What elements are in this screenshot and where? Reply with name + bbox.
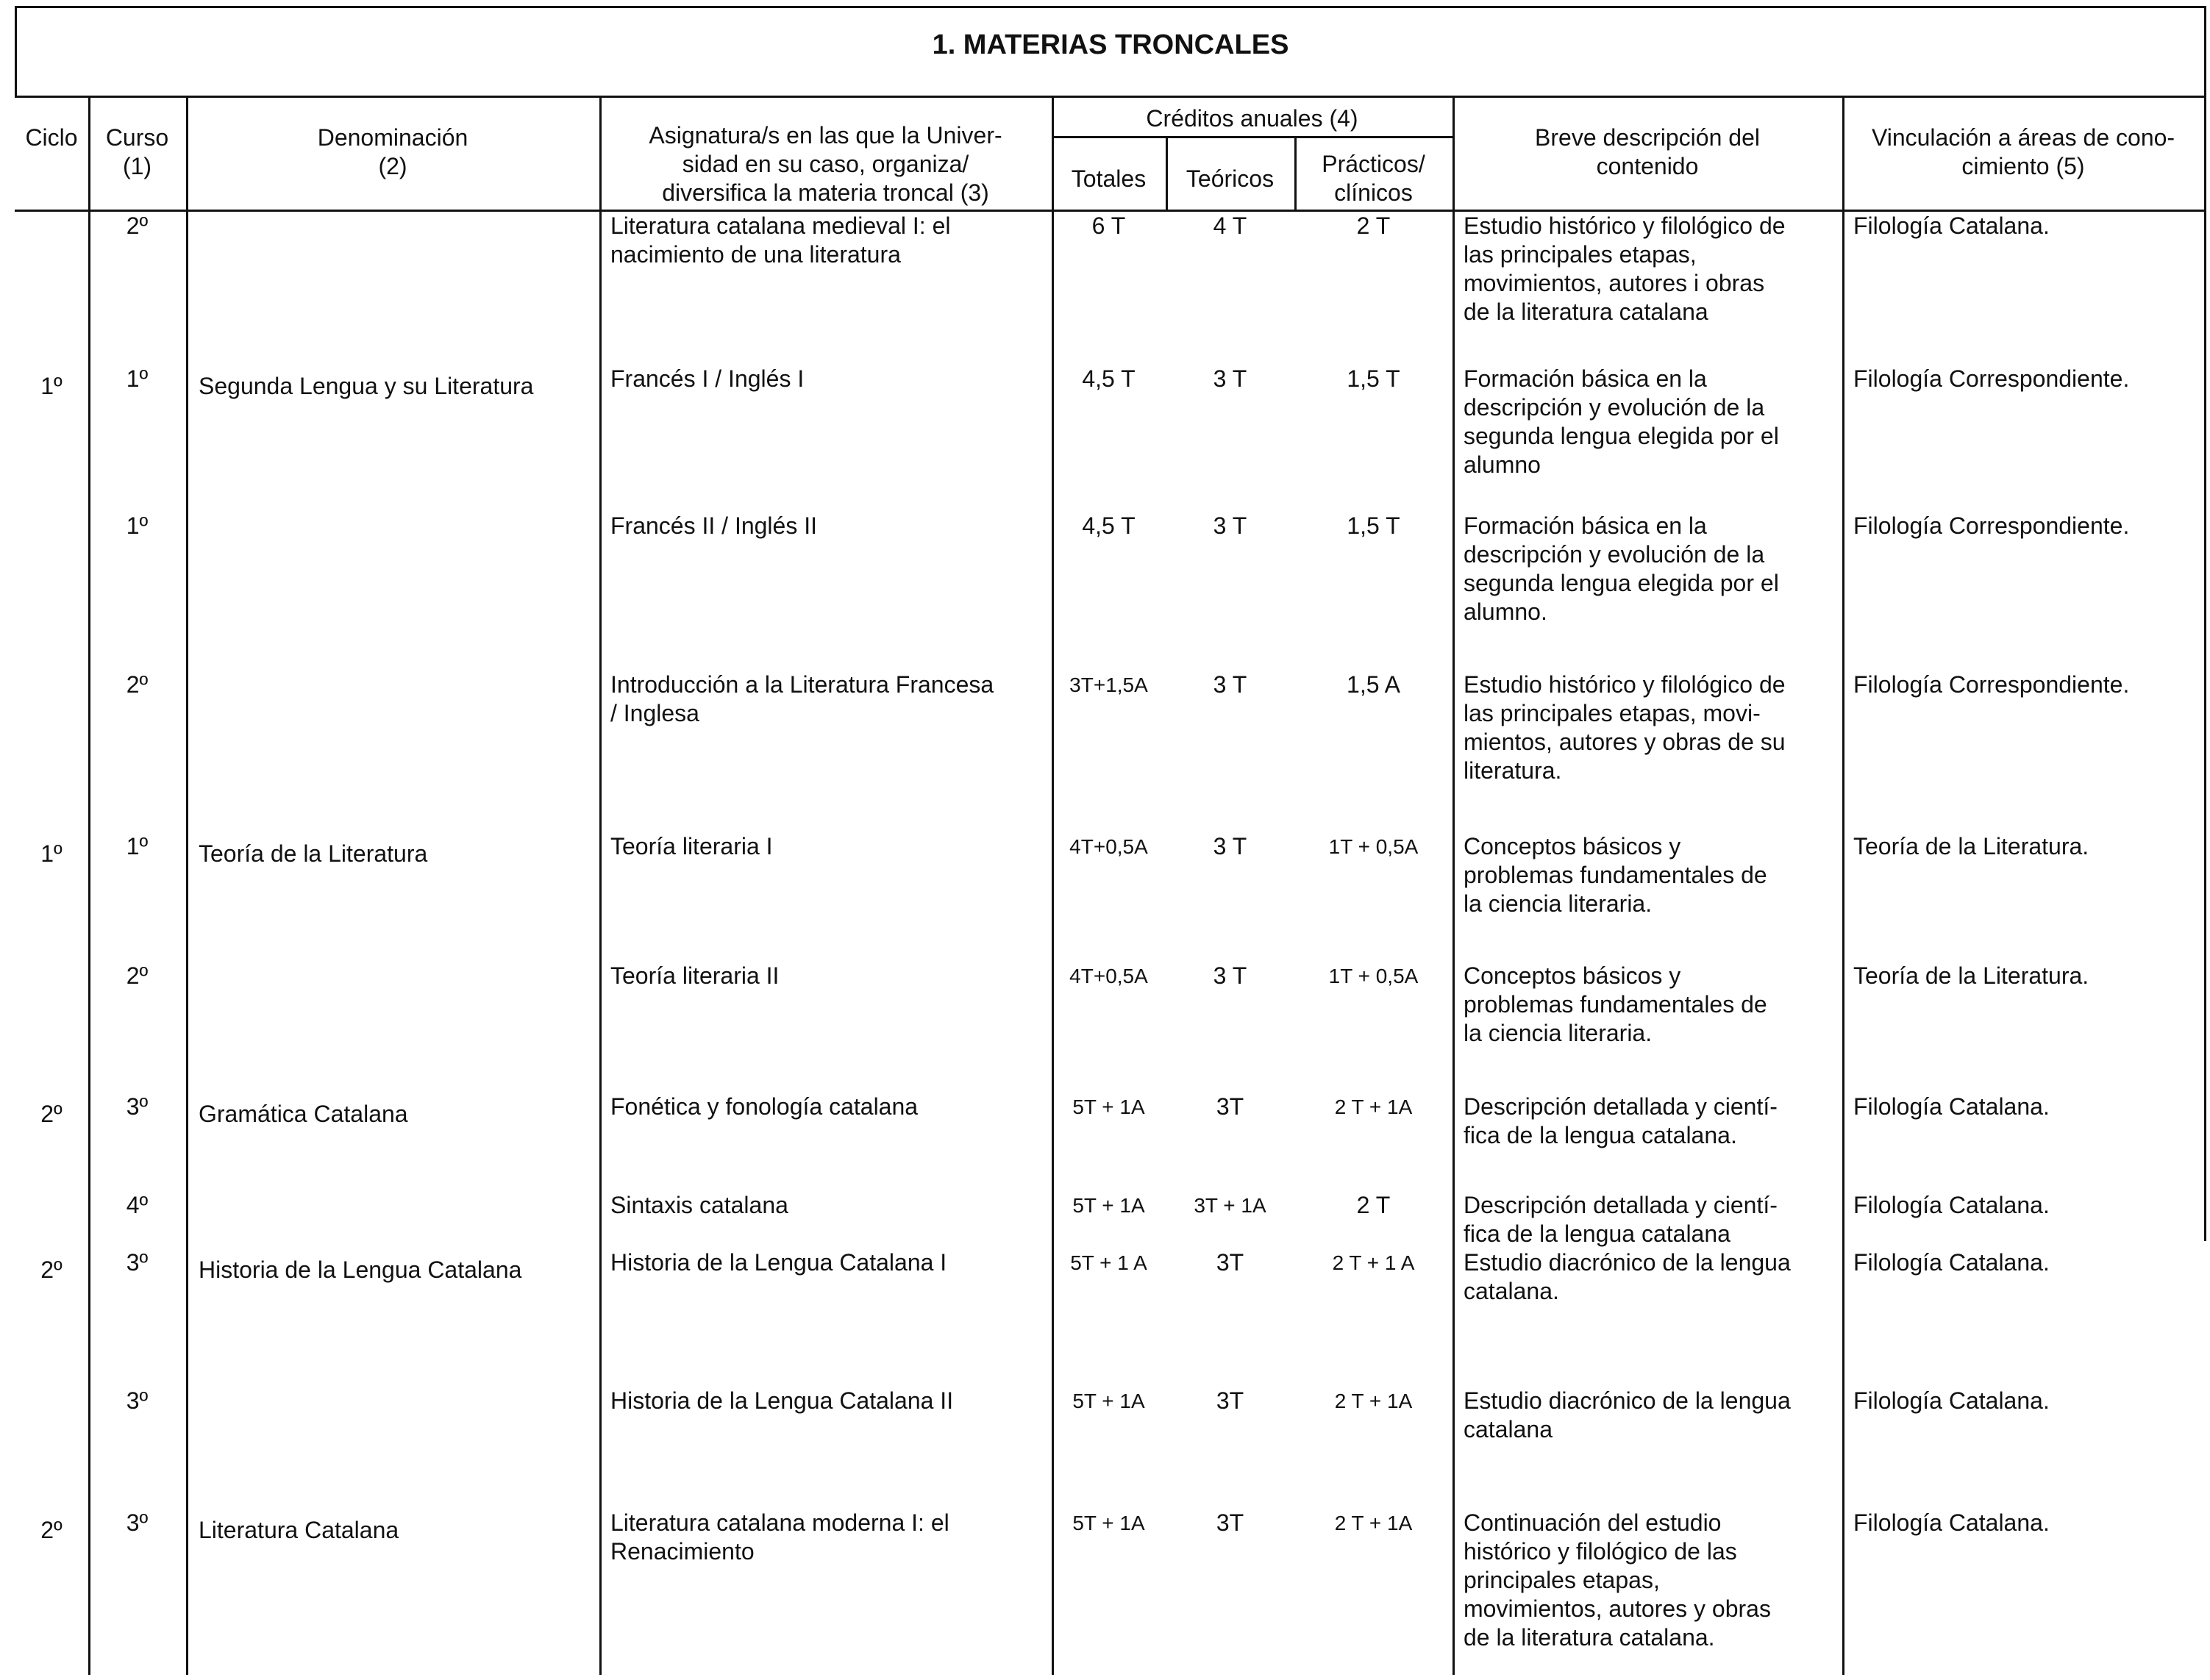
cell-descripcion: [1464, 365, 1842, 479]
cell-vinculacion: Filología Catalana.: [1853, 1387, 2050, 1414]
cell-descripcion: [1464, 671, 1842, 785]
cell-descripcion-line: catalana: [1464, 1416, 1553, 1443]
header-practicos: [1294, 150, 1452, 207]
cell-ciclo: 1º: [40, 840, 63, 867]
cell-asignatura: [610, 365, 1052, 393]
page-title: 1. MATERIAS TRONCALES: [932, 29, 1289, 60]
cell-curso: 3º: [126, 1387, 149, 1414]
header-asignatura: [599, 121, 1052, 207]
cell-teoricos: 3T: [1216, 1093, 1244, 1120]
cell-asignatura-line: Teoría literaria II: [610, 962, 780, 989]
cell-asignatura-line: Fonética y fonología catalana: [610, 1093, 919, 1120]
cell-descripcion-line: Formación básica en la: [1464, 365, 1707, 392]
header-totales: Totales: [1071, 165, 1147, 192]
cell-descripcion-line: Estudio diacrónico de la lengua: [1464, 1387, 1791, 1414]
cell-asignatura-line: Francés II / Inglés II: [610, 512, 817, 539]
cell-descripcion-line: las principales etapas,: [1464, 241, 1697, 268]
cell-descripcion-line: de la literatura catalana.: [1464, 1624, 1715, 1651]
cell-totales: 4T+0,5A: [1069, 965, 1148, 987]
header-vinculacion-line-1: Vinculación a áreas de cono-: [1871, 124, 2175, 151]
cell-vinculacion: Filología Catalana.: [1853, 1093, 2050, 1120]
cell-denominacion: Historia de la Lengua Catalana: [199, 1257, 522, 1283]
cell-descripcion-line: problemas fundamentales de: [1464, 862, 1767, 888]
cell-descripcion-line: fica de la lengua catalana: [1464, 1220, 1730, 1247]
col-line-denominacion: [599, 96, 602, 1675]
cell-descripcion-line: Descripción detallada y cientí-: [1464, 1192, 1778, 1218]
cell-curso: 1º: [126, 365, 149, 392]
cell-descripcion-line: descripción y evolución de la: [1464, 394, 1765, 421]
cell-totales: 5T + 1A: [1072, 1095, 1145, 1118]
cell-asignatura: [610, 1093, 1052, 1121]
credits-subheader-line: [1052, 136, 1452, 138]
cell-asignatura-line: Introducción a la Literatura Francesa: [610, 671, 994, 698]
cell-descripcion-line: Formación básica en la: [1464, 512, 1707, 539]
cell-descripcion-line: movimientos, autores i obras: [1464, 270, 1765, 296]
cell-descripcion-line: fica de la lengua catalana.: [1464, 1122, 1737, 1148]
cell-vinculacion: Filología Catalana.: [1853, 1192, 2050, 1218]
header-creditos: Créditos anuales (4): [1146, 105, 1358, 132]
cell-asignatura-line: Francés I / Inglés I: [610, 365, 805, 392]
cell-ciclo: 2º: [40, 1101, 63, 1127]
cell-descripcion-line: la ciencia literaria.: [1464, 890, 1653, 917]
cell-vinculacion: Teoría de la Literatura.: [1853, 833, 2089, 859]
header-practicos-line-2: clínicos: [1334, 179, 1413, 206]
col-line-descripcion: [1842, 96, 1844, 1675]
header-denominacion-line-2: (2): [378, 153, 407, 179]
col-line-practicos: [1452, 96, 1455, 1675]
header-curso-line-2: (1): [122, 153, 152, 179]
cell-descripcion-line: movimientos, autores y obras: [1464, 1595, 1771, 1622]
cell-descripcion-line: problemas fundamentales de: [1464, 991, 1767, 1018]
cell-descripcion-line: mientos, autores y obras de su: [1464, 729, 1786, 755]
cell-curso: 2º: [126, 671, 149, 698]
cell-asignatura: [610, 1387, 1052, 1415]
cell-totales: 3T+1,5A: [1069, 673, 1148, 696]
title-bottom-line: [15, 96, 2206, 98]
cell-vinculacion: Filología Catalana.: [1853, 1509, 2050, 1536]
cell-asignatura: [610, 212, 1052, 269]
cell-asignatura-line: nacimiento de una literatura: [610, 241, 901, 268]
cell-ciclo: 1º: [40, 373, 63, 399]
cell-denominacion: Segunda Lengua y su Literatura: [199, 373, 534, 399]
cell-curso: 3º: [126, 1509, 149, 1536]
cell-descripcion-line: las principales etapas, movi-: [1464, 700, 1761, 726]
cell-ciclo: 2º: [40, 1257, 63, 1283]
cell-asignatura: [610, 1248, 1052, 1277]
cell-descripcion-line: Conceptos básicos y: [1464, 833, 1681, 859]
cell-asignatura: [610, 1509, 1052, 1566]
header-ciclo: Ciclo: [25, 124, 78, 151]
cell-teoricos: 3 T: [1213, 365, 1247, 392]
cell-denominacion: Gramática Catalana: [199, 1101, 408, 1127]
cell-descripcion-line: la ciencia literaria.: [1464, 1020, 1653, 1046]
header-asignatura-line-1: Asignatura/s en las que la Univer-: [649, 122, 1002, 149]
cell-teoricos: 3 T: [1213, 962, 1247, 989]
cell-curso: 3º: [126, 1249, 149, 1276]
col-line-curso: [186, 96, 188, 1675]
cell-practicos: 1T + 0,5A: [1328, 965, 1419, 987]
cell-descripcion-line: Estudio histórico y filológico de: [1464, 212, 1786, 239]
header-descripcion-line-1: Breve descripción del: [1535, 124, 1760, 151]
cell-totales: 5T + 1A: [1072, 1390, 1145, 1412]
cell-descripcion: [1464, 832, 1842, 918]
cell-descripcion-line: alumno: [1464, 451, 1541, 478]
cell-totales: 4,5 T: [1082, 512, 1136, 539]
cell-descripcion-line: histórico y filológico de las: [1464, 1538, 1737, 1565]
cell-descripcion-line: principales etapas,: [1464, 1567, 1660, 1593]
cell-asignatura-line: Teoría literaria I: [610, 833, 773, 859]
cell-practicos: 2 T + 1A: [1334, 1095, 1413, 1118]
cell-ciclo: 2º: [40, 1517, 63, 1543]
cell-practicos: 2 T + 1A: [1334, 1512, 1413, 1534]
cell-curso: 4º: [126, 1192, 149, 1218]
cell-descripcion: [1464, 512, 1842, 626]
cell-descripcion-line: Estudio histórico y filológico de: [1464, 671, 1786, 698]
cell-teoricos: 4 T: [1213, 212, 1247, 239]
cell-vinculacion: Filología Catalana.: [1853, 1249, 2050, 1276]
header-curso-line-1: Curso: [105, 124, 169, 151]
cell-teoricos: 3T + 1A: [1194, 1194, 1266, 1217]
cell-descripcion-line: alumno.: [1464, 598, 1547, 625]
cell-totales: 4,5 T: [1082, 365, 1136, 392]
cell-vinculacion: Teoría de la Literatura.: [1853, 962, 2089, 989]
cell-descripcion-line: de la literatura catalana: [1464, 299, 1708, 325]
cell-descripcion: [1464, 1387, 1842, 1444]
cell-curso: 3º: [126, 1093, 149, 1120]
cell-totales: 6 T: [1091, 212, 1126, 239]
cell-descripcion: [1464, 1248, 1842, 1306]
cell-totales: 5T + 1 A: [1070, 1251, 1147, 1274]
header-descripcion-line-2: contenido: [1596, 153, 1699, 179]
cell-vinculacion: Filología Correspondiente.: [1853, 365, 2130, 392]
cell-descripcion-line: segunda lengua elegida por el: [1464, 423, 1779, 449]
cell-descripcion-line: catalana.: [1464, 1278, 1559, 1304]
cell-teoricos: 3T: [1216, 1387, 1244, 1414]
cell-descripcion: [1464, 962, 1842, 1048]
cell-asignatura-line: Historia de la Lengua Catalana II: [610, 1387, 954, 1414]
header-asignatura-line-3: diversifica la materia troncal (3): [662, 179, 989, 206]
cell-curso: 2º: [126, 212, 149, 239]
header-vinculacion: [1842, 124, 2204, 181]
cell-teoricos: 3 T: [1213, 671, 1247, 698]
cell-curso: 1º: [126, 512, 149, 539]
cell-descripcion-line: Continuación del estudio: [1464, 1509, 1722, 1536]
cell-descripcion: [1464, 1093, 1842, 1150]
cell-descripcion-line: Estudio diacrónico de la lengua: [1464, 1249, 1791, 1276]
cell-asignatura: [610, 832, 1052, 861]
header-denominacion: [186, 124, 599, 181]
cell-teoricos: 3T: [1216, 1509, 1244, 1536]
cell-practicos: 2 T: [1356, 212, 1391, 239]
header-teoricos: Teóricos: [1186, 165, 1275, 192]
cell-curso: 2º: [126, 962, 149, 989]
cell-practicos: 2 T + 1 A: [1332, 1251, 1415, 1274]
cell-descripcion-line: literatura.: [1464, 757, 1562, 784]
cell-asignatura-line: Literatura catalana moderna I: el: [610, 1509, 949, 1536]
cell-descripcion-line: descripción y evolución de la: [1464, 541, 1765, 568]
cell-practicos: 2 T + 1A: [1334, 1390, 1413, 1412]
cell-asignatura-line: / Inglesa: [610, 700, 699, 726]
cell-curso: 1º: [126, 833, 149, 859]
frame-top-line: [15, 6, 2206, 8]
cell-asignatura-line: Renacimiento: [610, 1538, 755, 1565]
cell-asignatura: [610, 512, 1052, 540]
header-denominacion-line-1: Denominación: [317, 124, 468, 151]
cell-descripcion: [1464, 212, 1842, 326]
cell-practicos: 2 T: [1356, 1192, 1391, 1218]
frame-right-line: [2204, 6, 2206, 1241]
cell-totales: 5T + 1A: [1072, 1512, 1145, 1534]
cell-asignatura-line: Sintaxis catalana: [610, 1192, 788, 1218]
cell-practicos: 1,5 T: [1347, 512, 1400, 539]
cell-teoricos: 3T: [1216, 1249, 1244, 1276]
cell-asignatura-line: Historia de la Lengua Catalana I: [610, 1249, 947, 1276]
col-line-asignatura: [1052, 96, 1054, 1675]
cell-asignatura-line: Literatura catalana medieval I: el: [610, 212, 951, 239]
cell-totales: 4T+0,5A: [1069, 835, 1148, 858]
cell-teoricos: 3 T: [1213, 833, 1247, 859]
cell-descripcion-line: Conceptos básicos y: [1464, 962, 1681, 989]
cell-denominacion: Teoría de la Literatura: [199, 840, 428, 867]
cell-vinculacion: Filología Catalana.: [1853, 212, 2050, 239]
header-descripcion: [1452, 124, 1842, 181]
header-practicos-line-1: Prácticos/: [1322, 151, 1425, 177]
col-line-ciclo: [88, 96, 90, 1675]
cell-descripcion-line: segunda lengua elegida por el: [1464, 570, 1779, 596]
header-asignatura-line-2: sidad en su caso, organiza/: [682, 151, 969, 177]
cell-descripcion-line: Descripción detallada y cientí-: [1464, 1093, 1778, 1120]
cell-practicos: 1,5 A: [1347, 671, 1400, 698]
cell-asignatura: [610, 671, 1052, 728]
cell-descripcion: [1464, 1191, 1842, 1248]
cell-totales: 5T + 1A: [1072, 1194, 1145, 1217]
header-vinculacion-line-2: cimiento (5): [1961, 153, 2085, 179]
cell-vinculacion: Filología Correspondiente.: [1853, 671, 2130, 698]
cell-practicos: 1T + 0,5A: [1328, 835, 1419, 858]
cell-denominacion: Literatura Catalana: [199, 1517, 399, 1543]
cell-teoricos: 3 T: [1213, 512, 1247, 539]
cell-practicos: 1,5 T: [1347, 365, 1400, 392]
header-curso: [88, 124, 186, 181]
cell-asignatura: [610, 1191, 1052, 1220]
cell-vinculacion: Filología Correspondiente.: [1853, 512, 2130, 539]
cell-asignatura: [610, 962, 1052, 990]
document-page: [15, 6, 2206, 1675]
cell-descripcion: [1464, 1509, 1842, 1652]
